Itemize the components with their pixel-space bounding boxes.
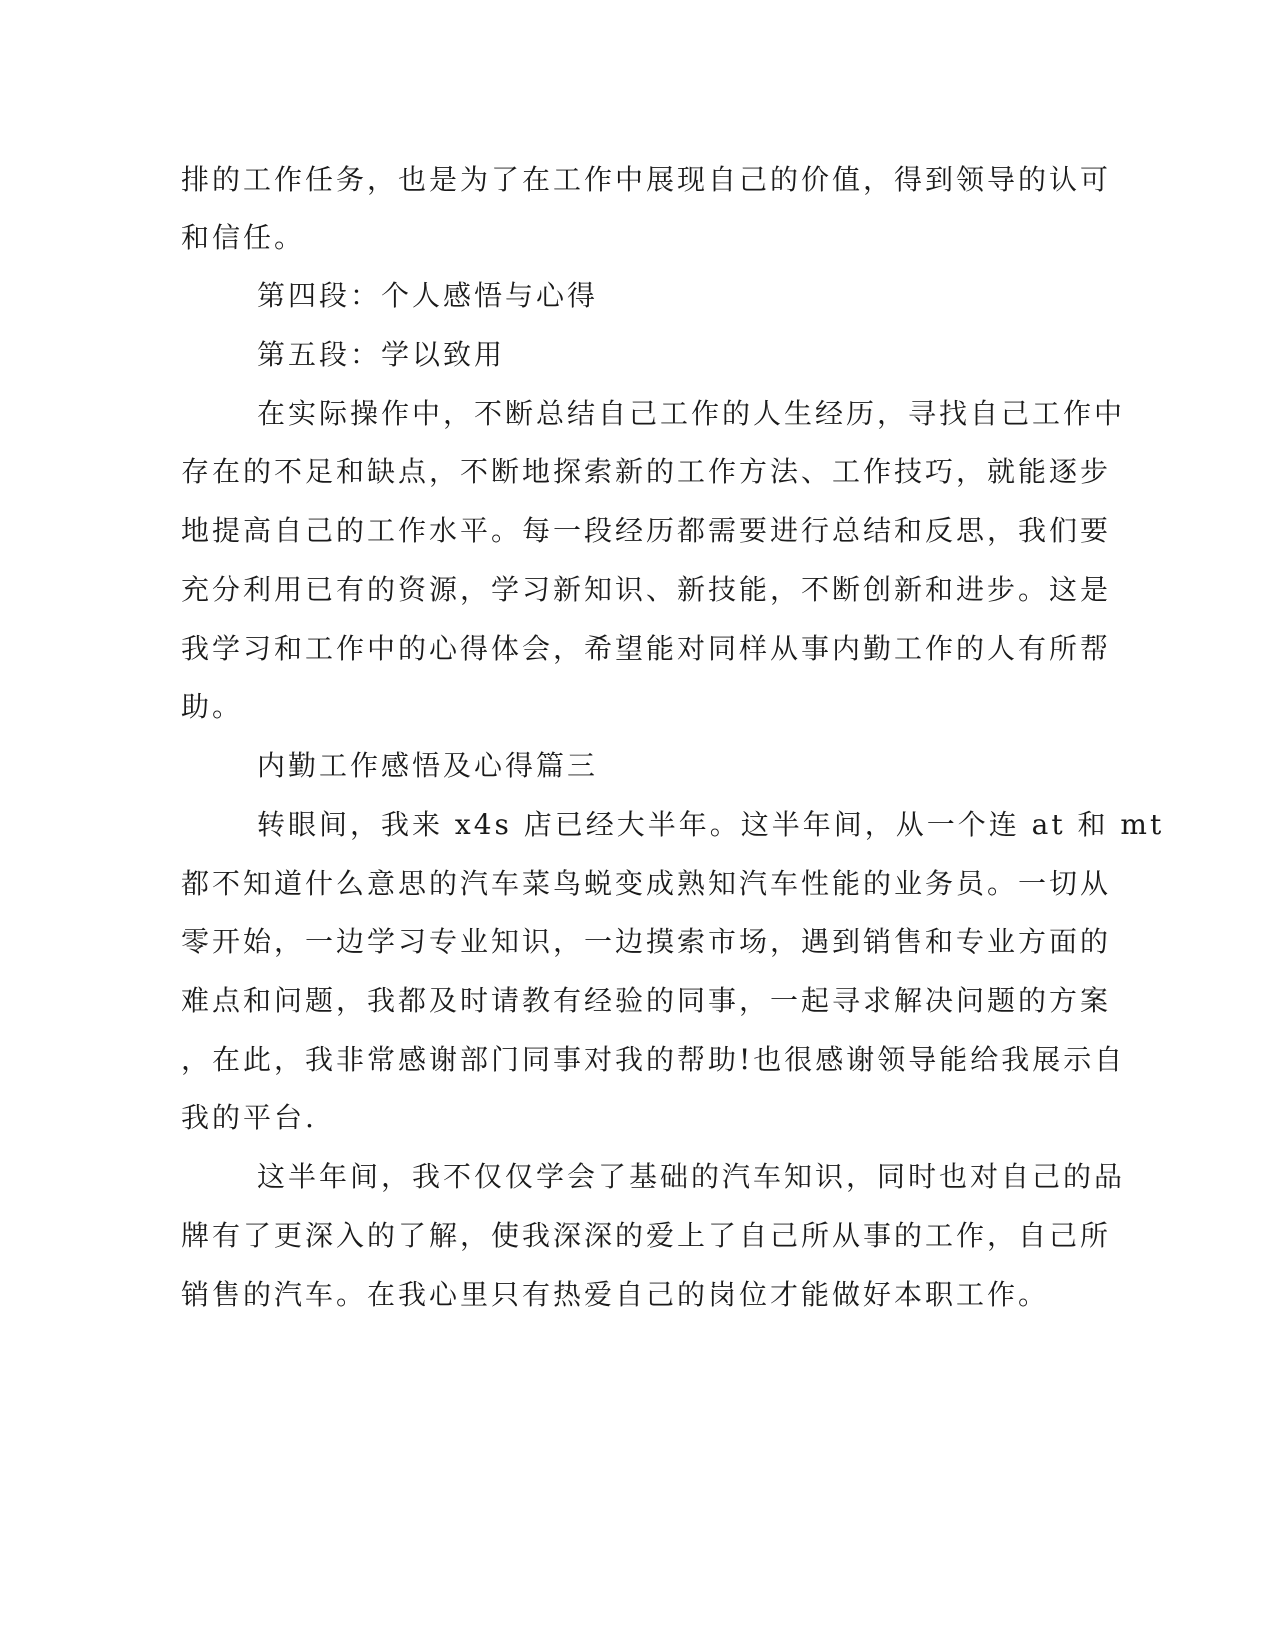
paragraph-line: 转眼间，我来 x4s 店已经大半年。这半年间，从一个连 at 和 mt bbox=[257, 808, 1165, 841]
paragraph-line: 地提高自己的工作水平。每一段经历都需要进行总结和反思，我们要 bbox=[181, 514, 1112, 547]
paragraph-line: ，在此，我非常感谢部门同事对我的帮助!也很感谢领导能给我展示自 bbox=[181, 1043, 1126, 1076]
paragraph-line: 牌有了更深入的了解，使我深深的爱上了自己所从事的工作，自己所 bbox=[181, 1219, 1112, 1252]
section-heading: 第四段：个人感悟与心得 bbox=[257, 279, 599, 312]
paragraph-line: 销售的汽车。在我心里只有热爱自己的岗位才能做好本职工作。 bbox=[181, 1278, 1050, 1311]
paragraph-line: 我的平台. bbox=[181, 1101, 317, 1134]
paragraph-line: 存在的不足和缺点，不断地探索新的工作方法、工作技巧，就能逐步 bbox=[181, 455, 1112, 488]
paragraph-line: 我学习和工作中的心得体会，希望能对同样从事内勤工作的人有所帮 bbox=[181, 632, 1112, 665]
paragraph-line: 在实际操作中，不断总结自己工作的人生经历，寻找自己工作中 bbox=[257, 397, 1126, 430]
paragraph-line: 都不知道什么意思的汽车菜鸟蜕变成熟知汽车性能的业务员。一切从 bbox=[181, 867, 1112, 900]
paragraph-line: 难点和问题，我都及时请教有经验的同事，一起寻求解决问题的方案 bbox=[181, 984, 1112, 1017]
paragraph-line: 零开始，一边学习专业知识，一边摸索市场，遇到销售和专业方面的 bbox=[181, 925, 1112, 958]
paragraph-line: 这半年间，我不仅仅学会了基础的汽车知识，同时也对自己的品 bbox=[257, 1160, 1126, 1193]
paragraph-line: 和信任。 bbox=[181, 221, 306, 254]
paragraph-line: 助。 bbox=[181, 690, 244, 723]
section-heading: 第五段：学以致用 bbox=[257, 338, 506, 371]
paragraph-line: 排的工作任务，也是为了在工作中展现自己的价值，得到领导的认可 bbox=[181, 163, 1112, 196]
section-heading: 内勤工作感悟及心得篇三 bbox=[257, 749, 599, 782]
paragraph-line: 充分利用已有的资源，学习新知识、新技能，不断创新和进步。这是 bbox=[181, 573, 1112, 606]
